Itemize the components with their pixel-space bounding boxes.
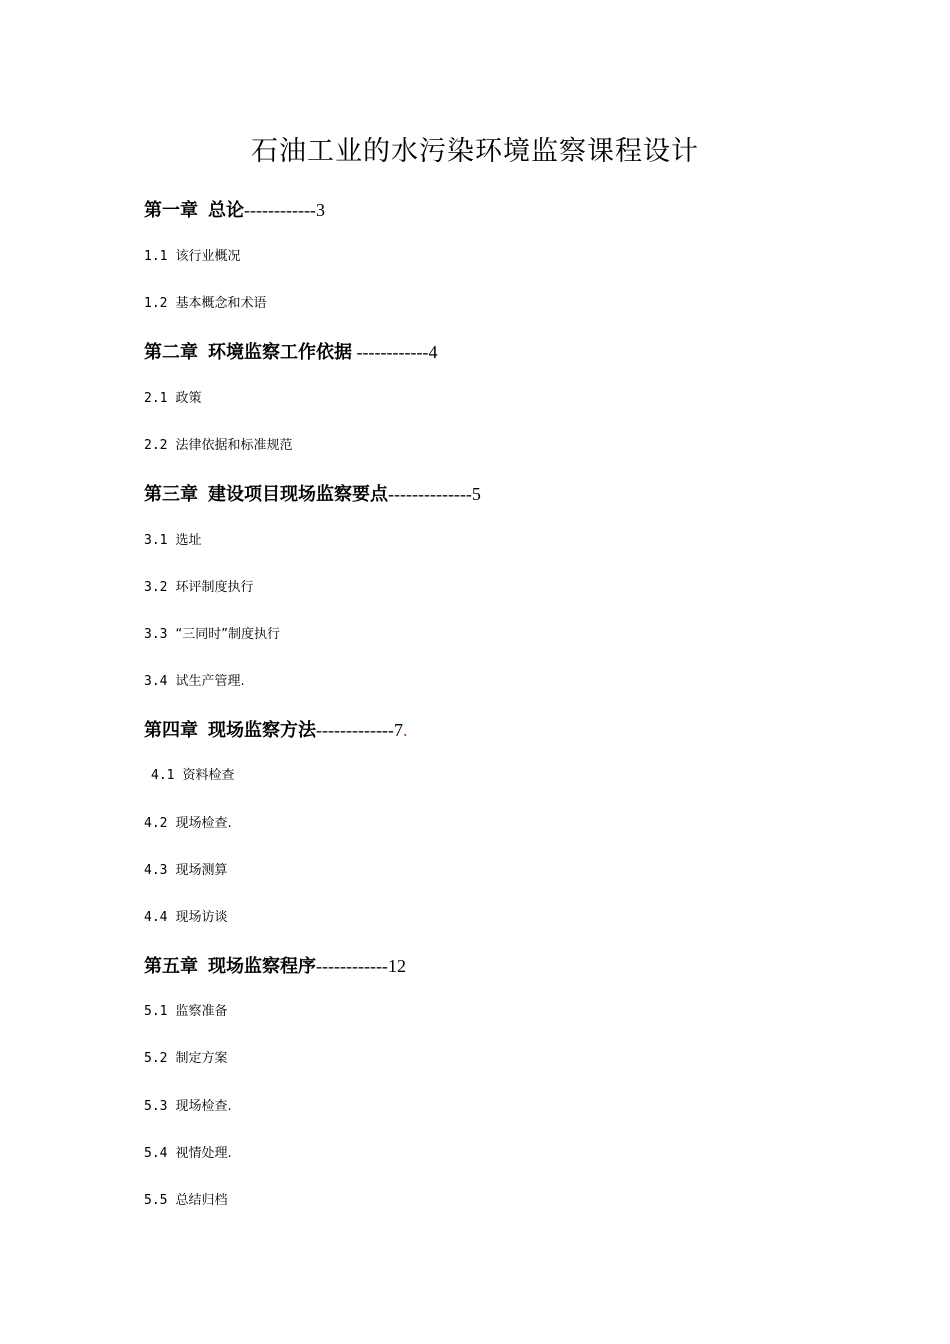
toc-section-4-4[interactable] [144, 909, 228, 927]
section-number: 2.1 [144, 391, 168, 406]
chapter-page-number: 12 [387, 956, 406, 976]
toc-leader: ------------ [244, 200, 316, 220]
toc-section-3-3[interactable] [144, 626, 280, 644]
toc-section-3-4[interactable] [144, 673, 245, 691]
section-number: 4.4 [144, 910, 168, 925]
toc-section-3-1[interactable] [144, 532, 202, 550]
section-title: 该行业概况 [175, 249, 241, 264]
chapter-trailing-mark: . [402, 720, 408, 740]
chapter-number: 第二章 [144, 342, 198, 363]
toc-section-5-4[interactable] [144, 1145, 232, 1163]
section-number: 3.1 [144, 533, 168, 548]
toc-section-2-1[interactable] [144, 390, 202, 408]
section-title: 制定方案 [175, 1051, 228, 1066]
toc-section-5-3[interactable] [144, 1098, 232, 1116]
section-title: 总结归档 [175, 1193, 228, 1208]
toc-leader: -------------- [388, 484, 472, 504]
chapter-number: 第三章 [144, 484, 198, 505]
chapter-page-number: 5 [471, 484, 481, 504]
toc-section-1-1[interactable] [144, 248, 241, 266]
chapter-number: 第四章 [144, 720, 198, 741]
toc-leader: ------------ [352, 342, 429, 362]
section-number: 3.4 [144, 674, 168, 689]
section-number: 1.1 [144, 249, 168, 264]
chapter-page-number: 3 [315, 200, 325, 220]
section-number: 5.1 [144, 1004, 168, 1019]
document-title: 石油工业的水污染环境监察课程设计 [251, 136, 699, 167]
chapter-page-number: 7 [393, 720, 403, 740]
section-title: 选址 [175, 533, 202, 548]
section-title: 现场访谈 [175, 910, 228, 925]
section-title: 现场检查. [175, 1099, 232, 1114]
section-number: 5.4 [144, 1146, 168, 1161]
section-title: 现场检查. [175, 816, 232, 831]
section-number: 3.3 [144, 627, 168, 642]
toc-section-1-2[interactable] [144, 295, 267, 313]
toc-section-3-2[interactable] [144, 579, 254, 597]
section-number: 5.2 [144, 1051, 168, 1066]
chapter-number: 第一章 [144, 200, 198, 221]
toc-section-4-1[interactable] [151, 767, 235, 785]
toc-section-5-5[interactable] [144, 1192, 228, 1210]
toc-chapter-4[interactable] [144, 717, 407, 744]
chapter-title: 现场监察方法 [208, 720, 316, 741]
chapter-number: 第五章 [144, 956, 198, 977]
toc-section-2-2[interactable] [144, 437, 293, 455]
section-number: 4.2 [144, 816, 168, 831]
toc-section-4-2[interactable] [144, 815, 232, 833]
section-title: “三同时”制度执行 [175, 627, 280, 642]
toc-leader: ------------- [316, 720, 394, 740]
chapter-title: 环境监察工作依据 [208, 342, 352, 363]
toc-chapter-1[interactable] [144, 197, 325, 224]
toc-section-5-1[interactable] [144, 1003, 228, 1021]
toc-section-4-3[interactable] [144, 862, 228, 880]
section-title: 政策 [175, 391, 202, 406]
section-title: 基本概念和术语 [175, 296, 267, 311]
section-title: 现场测算 [175, 863, 228, 878]
section-number: 4.1 [151, 768, 175, 783]
section-title: 法律依据和标准规范 [175, 438, 293, 453]
section-title: 监察准备 [175, 1004, 228, 1019]
section-title: 视情处理. [175, 1146, 232, 1161]
section-number: 3.2 [144, 580, 168, 595]
section-title: 环评制度执行 [175, 580, 254, 595]
toc-section-5-2[interactable] [144, 1050, 228, 1068]
section-title: 试生产管理. [175, 674, 245, 689]
toc-leader: ------------ [316, 956, 388, 976]
section-title: 资料检查 [182, 768, 235, 783]
section-number: 5.5 [144, 1193, 168, 1208]
section-number: 2.2 [144, 438, 168, 453]
toc-chapter-2[interactable] [144, 339, 437, 366]
section-number: 4.3 [144, 863, 168, 878]
toc-chapter-5[interactable] [144, 953, 406, 980]
chapter-title: 现场监察程序 [208, 956, 316, 977]
chapter-title: 总论 [208, 200, 244, 221]
section-number: 1.2 [144, 296, 168, 311]
section-number: 5.3 [144, 1099, 168, 1114]
chapter-page-number: 4 [428, 342, 438, 362]
toc-chapter-3[interactable] [144, 481, 481, 508]
chapter-title: 建设项目现场监察要点 [208, 484, 388, 505]
